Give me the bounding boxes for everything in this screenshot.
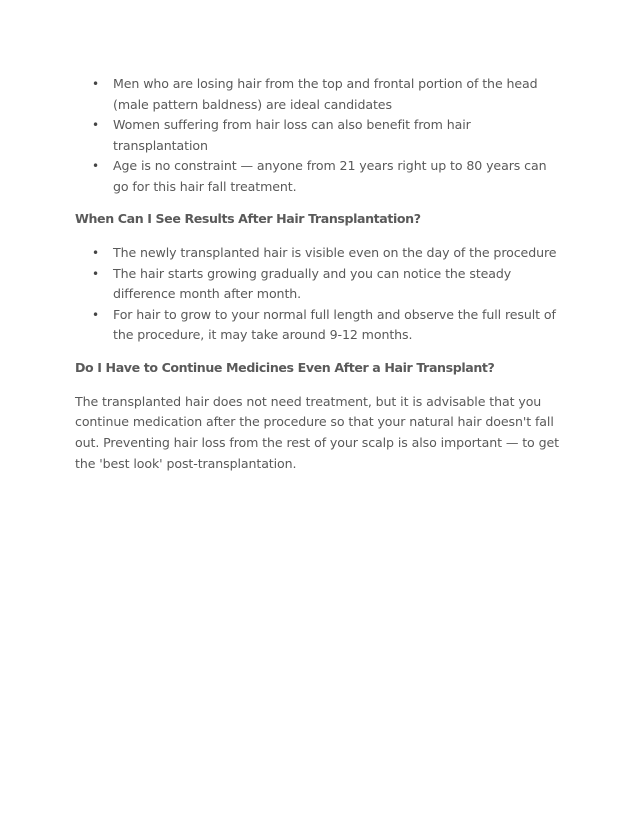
results-list xyxy=(75,243,565,346)
list-item-text: For hair to grow to your normal full length and observe the full result of the procedure, it may take around 9-12 months. xyxy=(113,306,556,342)
list-item-text: Women suffering from hair loss can also benefit from hair transplantation xyxy=(113,117,471,153)
bullet-icon: • xyxy=(92,266,99,281)
document-page xyxy=(75,74,565,474)
bullet-icon: • xyxy=(92,77,99,91)
list-item xyxy=(92,115,565,156)
bullet-icon: • xyxy=(92,246,99,260)
candidates-list xyxy=(75,74,565,197)
medicines-heading: Do I Have to Continue Medicines Even After a Hair Transplant? xyxy=(75,359,495,375)
list-item-text: The hair starts growing gradually and you can notice the steady difference month after month. xyxy=(113,265,512,301)
list-item-text: The newly transplanted hair is visible even on the day of the procedure xyxy=(113,245,557,260)
list-item xyxy=(92,243,565,264)
bullet-icon: • xyxy=(92,307,99,322)
list-item xyxy=(92,156,565,197)
medicines-paragraph: The transplanted hair does not need treatment, but it is advisable that you continue medication after the procedure so that your natural hair doesn't fall out. Preventing hair loss from the rest of your scalp is also important — to get the 'best look' post-transplantation. xyxy=(75,393,559,471)
list-item xyxy=(92,305,565,346)
list-item-text: Age is no constraint — anyone from 21 years right up to 80 years can go for this hair fall treatment. xyxy=(113,158,547,194)
bullet-icon: • xyxy=(92,118,99,132)
bullet-icon: • xyxy=(92,159,99,173)
results-heading: When Can I See Results After Hair Transplantation? xyxy=(75,211,421,226)
list-item xyxy=(92,264,565,305)
list-item-text: Men who are losing hair from the top and frontal portion of the head (male pattern baldness) are ideal candidates xyxy=(113,76,538,112)
list-item xyxy=(92,74,565,115)
